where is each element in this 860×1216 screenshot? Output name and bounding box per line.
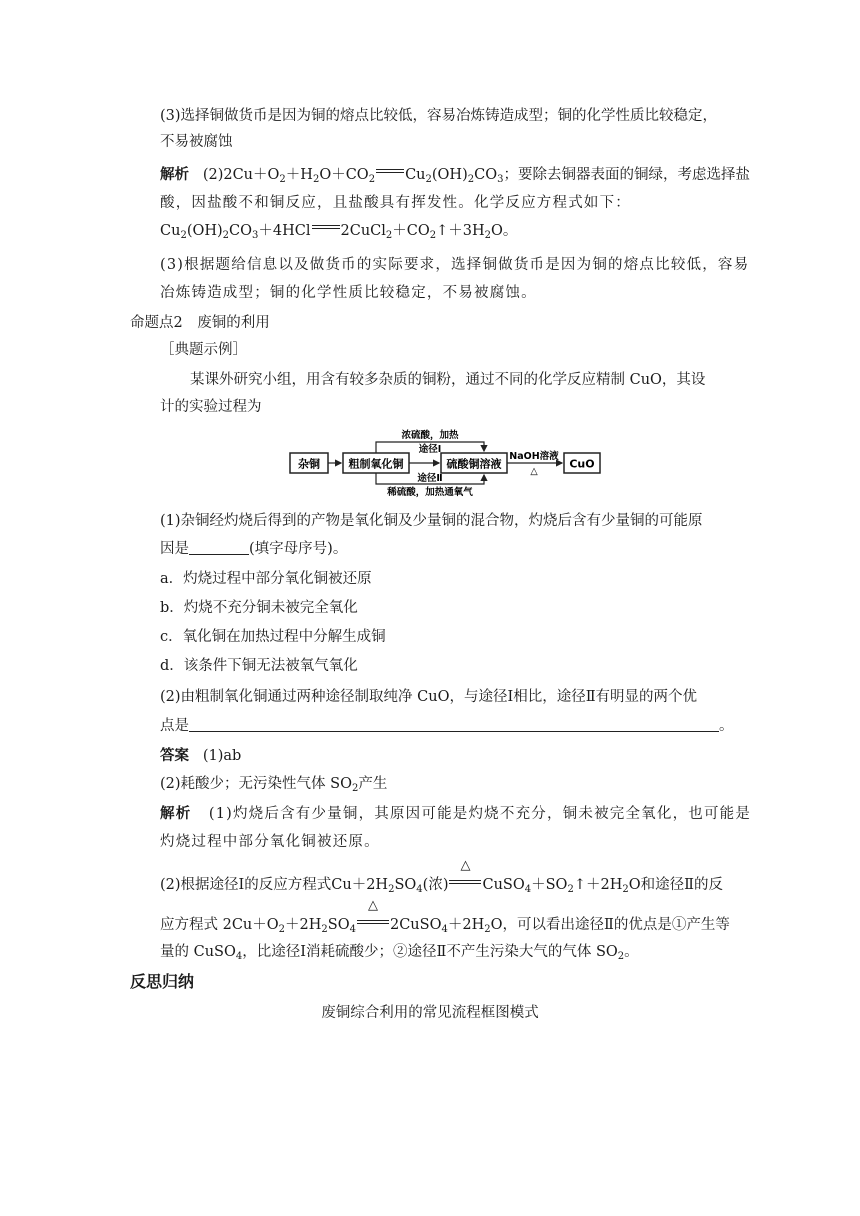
option-c: c．氧化铜在加热过程中分解生成铜 (160, 629, 386, 645)
question-1-line-2: 因是 (填字母序号)。 (160, 541, 348, 557)
flow-naoh-label: NaOH溶液 (509, 451, 559, 462)
flow-route-1-label: 途径Ⅰ (418, 444, 442, 455)
equals-sign (375, 166, 405, 178)
answer-3-line-2: 不易被腐蚀 (160, 134, 233, 150)
process-flow-diagram (288, 428, 608, 498)
answer-line-2: (2)耗酸少；无污染性气体 $SO_2$产生 (160, 776, 388, 794)
analysis-2-line-4: 应方程式 $2Cu+O_2+2H_2SO_4$ △ $2CuSO_4+2H_2O$，可以看出途径Ⅱ的优点是①产生等 (160, 898, 730, 935)
equation-line: $Cu_2(OH)_2CO_3+4HCl$ $2CuCl_2+CO_2↑+3H_2O$。 (160, 223, 518, 241)
flow-node-4: CuO (569, 457, 595, 471)
flow-bottom-label: 稀硫酸，加热通氧气 (387, 487, 473, 498)
answer-blank-2 (189, 717, 719, 732)
equals-sign (311, 222, 341, 234)
heat-equals-sign: △ (448, 872, 482, 892)
analysis-2-line-5: 量的 CuSO$_4$，比途径Ⅰ消耗硫酸少；②途径Ⅱ不产生污染大气的气体 $SO_2$。 (160, 944, 639, 962)
answer-blank-1 (189, 540, 249, 555)
answer-line-1: 答案 (1)ab (160, 748, 242, 764)
option-a: a．灼烧过程中部分氧化铜被还原 (160, 571, 372, 587)
flow-route-2-label: 途径Ⅱ (417, 473, 443, 484)
intro-line-1: 某课外研究小组，用含有较多杂质的铜粉，通过不同的化学反应精制 CuO，其设 (190, 372, 706, 388)
heat-equals-sign-2: △ (356, 912, 390, 932)
answer-label: 答案 (160, 748, 189, 764)
option-d: d．该条件下铜无法被氧气氧化 (160, 658, 358, 674)
flow-node-3: 硫酸铜溶液 (446, 457, 502, 471)
analysis-line-1: 解析 $(2)2Cu+O_2+H_2O+CO_2$ $Cu_2(OH)_2CO_3$；要除去铜器表面的铜绿，考虑选择盐 (160, 167, 750, 185)
analysis-line-4: 冶炼铸造成型；铜的化学性质比较稳定，不易被腐蚀。 (160, 285, 537, 301)
flow-top-label: 浓硫酸，加热 (401, 430, 459, 441)
intro-line-2: 计的实验过程为 (160, 399, 262, 415)
reflection-heading: 反思归纳 (130, 972, 195, 991)
analysis-2-line-3: (2)根据途径Ⅰ的反应方程式$Cu+2H_2SO_4$(浓) △ $CuSO_4+SO_2↑+2H_2O$和途径Ⅱ的反 (160, 858, 723, 895)
flow-node-2: 粗制氧化铜 (348, 457, 404, 471)
analysis-2-line-1: 解析 (1)灼烧后含有少量铜，其原因可能是灼烧不充分，铜未被完全氧化，也可能是 (160, 806, 752, 822)
answer-3-line-1: (3)选择铜做货币是因为铜的熔点比较低，容易冶炼铸造成型；铜的化学性质比较稳定， (160, 108, 718, 124)
section-subtitle: 废铜综合利用的常见流程框图模式 (321, 1005, 539, 1021)
analysis-label-2: 解析 (160, 806, 192, 822)
analysis-line-3: (3)根据题给信息以及做货币的实际要求，选择铜做货币是因为铜的熔点比较低，容易 (160, 257, 750, 273)
analysis-label: 解析 (160, 167, 189, 183)
flow-heat-symbol: △ (530, 466, 538, 477)
option-b: b．灼烧不充分铜未被完全氧化 (160, 600, 358, 616)
analysis-2-line-2: 灼烧过程中部分氧化铜被还原。 (160, 834, 380, 850)
flow-node-1: 杂铜 (298, 457, 320, 471)
question-1-line-1: (1)杂铜经灼烧后得到的产物是氧化铜及少量铜的混合物，灼烧后含有少量铜的可能原 (160, 513, 703, 529)
analysis-line-2: 酸，因盐酸不和铜反应，且盐酸具有挥发性。化学反应方程式如下： (160, 195, 631, 211)
question-2-line-1: (2)由粗制氧化铜通过两种途径制取纯净 CuO，与途径Ⅰ相比，途径Ⅱ有明显的两个优 (160, 689, 698, 705)
question-2-line-2: 点是 。 (160, 718, 734, 734)
example-label: ［典题示例］ (160, 342, 247, 358)
topic-2-heading: 命题点2 废铜的利用 (130, 315, 270, 331)
